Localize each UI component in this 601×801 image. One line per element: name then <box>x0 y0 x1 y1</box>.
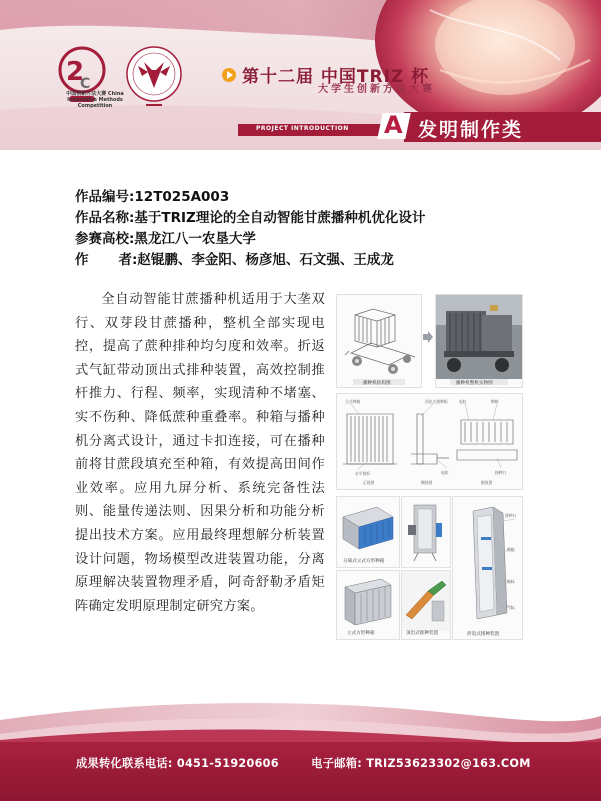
ejector-device-illustration <box>402 571 450 631</box>
fig7-caption: 折返式排种装置 <box>467 632 500 637</box>
fig7-label-outlet: 排种口 <box>505 513 517 518</box>
fig3-label-cylinder-1: 电缸 <box>459 399 467 404</box>
fig3-label-outlet: 接种口 <box>495 470 507 475</box>
footer-bar <box>0 742 601 801</box>
phone-label: 成果转化联系电话: <box>76 757 173 770</box>
fig1-caption: 播种机结构图 <box>363 380 391 386</box>
info-school: 参赛高校:黑龙江八一农垦大学 <box>75 231 256 247</box>
email-value: TRIZ53623302@163.COM <box>366 757 531 770</box>
category-letter: A <box>384 111 403 139</box>
fig3-label-vertical-box: 立式种箱 <box>345 399 361 404</box>
seeder-photo-illustration <box>436 295 522 379</box>
separated-seed-box-illustration <box>337 497 399 559</box>
fig-machine-photo <box>435 294 523 388</box>
fig3-view-side: 侧视图 <box>421 480 433 485</box>
email-label: 电子邮箱: <box>311 757 362 770</box>
fig-top-device <box>401 496 451 568</box>
project-description: 全自动智能甘蔗播种机适用于大垄双行、双芽段甘蔗播种，整机全部实现电控，提高了蔗种排种均匀度和效率。折返式气缸带动顶出式排种装置，高效控制推杆推力、行程、频率，实现清种不堵塞、实不伤种、降低蔗种重叠率。种箱与播种机分离式设计，通过卡扣连接，可在播种前将甘蔗段填充至种箱，有效提高田间作业效率。应用九屏分析、系统完备性法则、能量传递法则、因果分析和功能分析提出技术方案。应用最终理想解分析装置设计问题，物场模型改进装置功能，分离原理解决装置物理矛盾，阿奇舒勒矛盾矩阵确定发明原理制定研究方案。 <box>75 292 325 614</box>
fig-ejector-device <box>401 570 451 640</box>
logos <box>52 42 202 137</box>
fig3-label-push-plate: 顶出式推种板 <box>425 399 448 404</box>
fig7-label-cylinder: 气缸 <box>507 605 515 610</box>
fig7-label-box: 种箱 <box>507 547 515 552</box>
fig-folding-seeding-device <box>452 496 523 640</box>
top-device-illustration <box>402 497 450 567</box>
info-authors: 作 者:赵锟鹏、李金阳、杨彦旭、石文强、王成龙 <box>75 252 394 268</box>
project-info <box>75 187 425 271</box>
fig7-label-rod: 推杆 <box>507 579 515 584</box>
fig3-view-top: 俯视图 <box>481 480 493 485</box>
fig3-label-cylinder-2: 电缸 <box>441 470 449 475</box>
fig2-caption: 播种机整机实物图 <box>456 380 493 386</box>
phone-value: 0451-51920606 <box>176 757 279 770</box>
category-text: 发明制作类 <box>418 119 524 141</box>
figures-panel <box>334 292 524 640</box>
seeder-structure-illustration <box>337 295 421 379</box>
fig4-caption: 分离式立式方形种箱 <box>343 559 385 564</box>
contact-row <box>76 755 531 771</box>
info-id: 作品编号:12T025A003 <box>75 189 230 205</box>
arrow-right-icon <box>422 330 434 344</box>
left-logo-caption: 中国创新方法大赛 China Innovative Methods Competition <box>66 91 124 109</box>
play-icon <box>222 68 236 82</box>
vertical-seed-box-illustration <box>337 571 399 631</box>
competition-logo-icon <box>52 42 202 137</box>
event-subtitle: 大学生创新方法大赛 <box>318 84 435 95</box>
fig3-label-seed-box: 种箱 <box>491 399 499 404</box>
project-label: PROJECT INTRODUCTION <box>256 125 349 132</box>
fig5-caption: 立式方形种箱 <box>347 631 375 636</box>
fig-three-view-drawing <box>336 393 523 490</box>
fig3-view-front: 正视图 <box>363 480 375 485</box>
fig-separated-seed-box <box>336 496 400 568</box>
fig3-label-horizontal-rod: 水平推杆 <box>355 471 371 476</box>
fig6-caption: 顶出式推种装置 <box>406 631 439 636</box>
event-title: 第十二届 中国TRIZ 杯 <box>242 67 430 87</box>
fig-vertical-seed-box <box>336 570 400 640</box>
svg-text:2: 2 <box>66 57 85 87</box>
svg-text:C: C <box>80 76 91 92</box>
info-name: 作品名称:基于TRIZ理论的全自动智能甘蔗播种机优化设计 <box>75 210 426 226</box>
header-banner <box>0 0 601 150</box>
fig-structure-drawing <box>336 294 422 388</box>
